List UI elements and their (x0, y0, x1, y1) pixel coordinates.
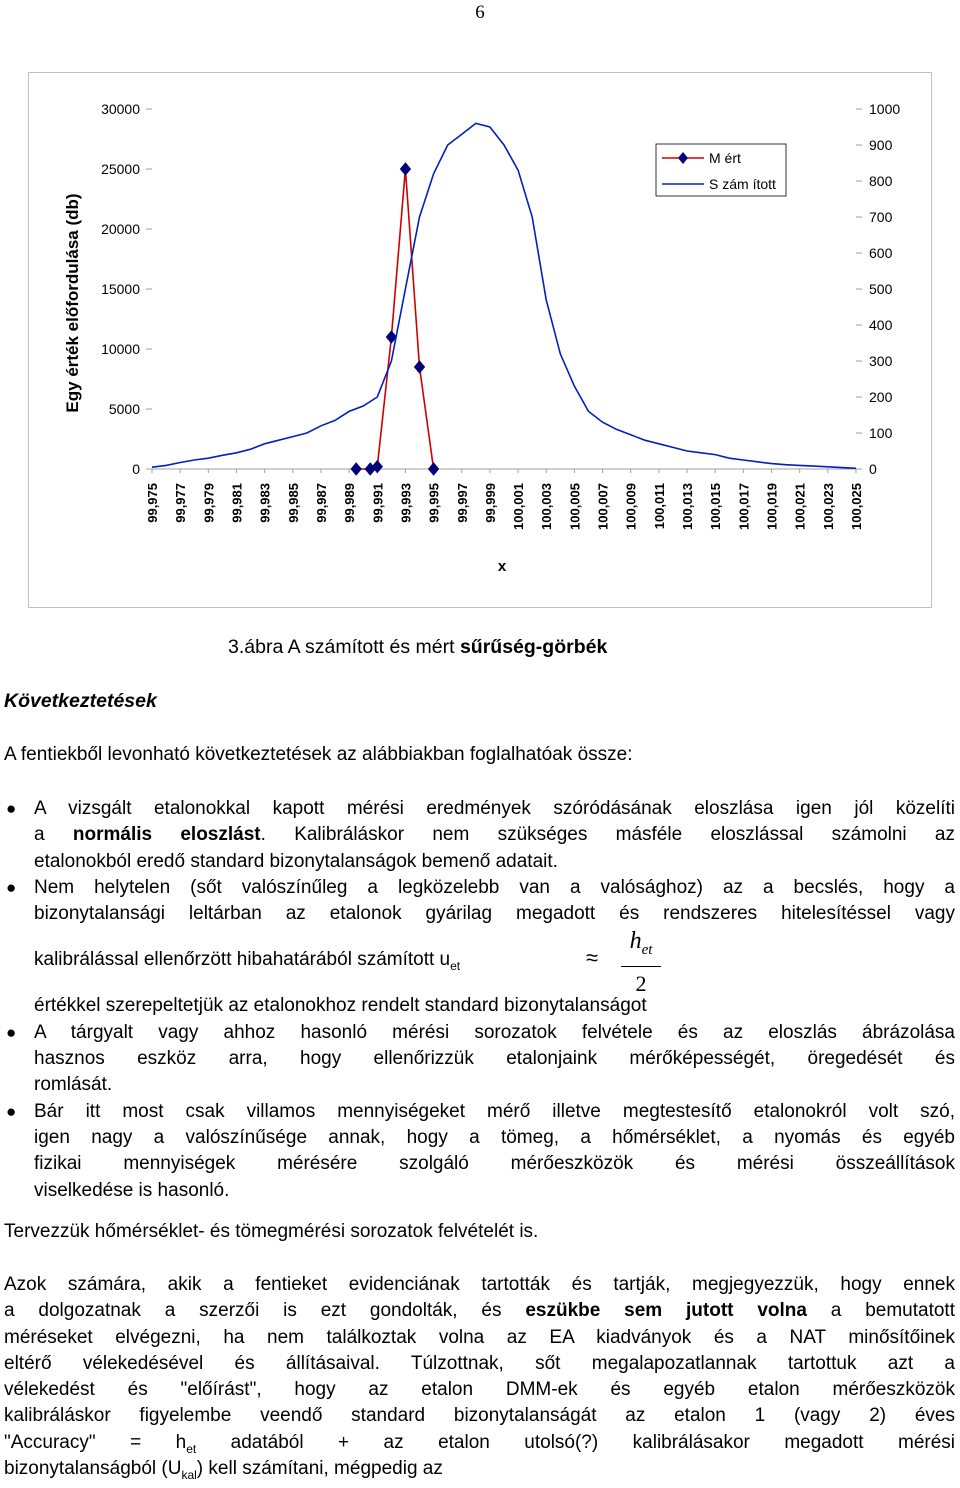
bullet3-line1: A tárgyalt vagy ahhoz hasonló mérési sorozatok felvétele és az eloszlás ábrázolása (34, 1021, 955, 1043)
x-tick-label: 100,025 (849, 483, 864, 530)
chart-frame (28, 72, 932, 608)
bullet1-bold: normális eloszlást (72, 824, 261, 846)
para2-h-subscript: et (186, 1441, 197, 1456)
para2-line5: vélekedést és "előírást", hogy az etalon DMM-ek és egyéb etalon mérőeszközök (4, 1379, 955, 1401)
fraction-denominator: 2 (635, 971, 647, 997)
para2-line3: méréseket elvégezni, ha nem találkoztak volna az EA kiadványok és a NAT minősítőinek (4, 1326, 955, 1348)
fraction-bar (621, 966, 661, 967)
figure-caption (228, 636, 607, 659)
bullet3-line3: romlását. (34, 1074, 113, 1096)
para2-u-subscript: kal (181, 1467, 197, 1482)
bullet2-line1: Nem helytelen (sőt valószínűleg a legközelebb van a valósághoz) az a becslés, hogy a (34, 876, 955, 898)
bullet1-line2-post: . Kalibráláskor nem szükséges másféle eloszlással számolni az (260, 824, 956, 846)
left-tick-label: 5000 (108, 401, 140, 417)
bullet-icon: ● (6, 1101, 17, 1121)
data-point-diamond (415, 361, 425, 373)
density-chart (29, 73, 933, 609)
x-tick-label: 99,985 (285, 483, 301, 523)
fraction-numerator (621, 927, 661, 964)
u-subscript: et (450, 959, 461, 974)
bullet4-line3: fizikai mennyiségek mérésére szolgáló mérőeszközök és mérési összeállítások (34, 1153, 955, 1175)
x-tick-label: 100,011 (651, 483, 667, 530)
y-axis-label: Egy érték előfordulása (db) (63, 193, 82, 413)
x-tick-label: 100,021 (792, 483, 808, 530)
x-tick-label: 99,993 (398, 483, 414, 523)
conclusion-list (4, 796, 955, 1204)
x-tick-label: 100,003 (539, 483, 555, 530)
x-tick-label: 100,015 (708, 483, 724, 530)
left-tick-label: 20000 (101, 221, 140, 237)
x-tick-label: 100,017 (736, 483, 752, 530)
right-tick-label: 200 (869, 389, 893, 405)
h-symbol: h (629, 928, 642, 955)
bullet4-line2: igen nagy a valószínűsége annak, hogy a tömeg, a hőmérséklet, a nyomás és egyéb (34, 1126, 955, 1148)
left-tick-label: 0 (132, 461, 140, 477)
bullet-icon: ● (6, 877, 17, 897)
formula-row (34, 927, 955, 997)
right-tick-label: 500 (869, 281, 893, 297)
x-tick-label: 100,023 (820, 483, 836, 530)
right-tick-label: 900 (869, 137, 893, 153)
x-tick-label: 99,995 (426, 483, 442, 523)
h-subscript: et (641, 942, 653, 959)
x-tick-label: 99,975 (145, 483, 160, 523)
para2-line6: kalibráláskor figyelembe veendő standard bizonytalanságát az etalon 1 (vagy 2) éves (4, 1405, 955, 1427)
bullet4-line1: Bár itt most csak villamos mennyiségeket mérő illetve megtestesítő etalonokról volt szó, (34, 1100, 955, 1122)
right-tick-label: 300 (869, 353, 893, 369)
intro-text: A fentiekből levonható következtetések az alábbiakban foglalhatóak össze: (4, 744, 633, 765)
list-item (4, 875, 955, 1020)
series-line (356, 169, 433, 469)
list-item (4, 796, 955, 875)
bullet-icon: ● (6, 799, 17, 818)
right-tick-label: 600 (869, 245, 893, 261)
data-point-diamond (400, 163, 410, 175)
x-tick-label: 100,001 (511, 483, 527, 530)
section-title: Következtetések (4, 690, 157, 712)
approx-symbol: ≈ (586, 945, 599, 971)
right-tick-label: 800 (869, 173, 893, 189)
legend-label: M ért (709, 150, 741, 166)
para2-line8 (4, 1456, 955, 1482)
data-point-diamond (429, 463, 439, 475)
formula-lead-text: kalibrálással ellenőrzött hibahatárából számított u (34, 949, 451, 971)
fraction (621, 927, 661, 999)
left-tick-label: 15000 (101, 281, 140, 297)
para2-line7-post: adatából + az etalon utolsó(?) kalibrálásakor megadott mérési (196, 1431, 955, 1453)
caption-bold: sűrűség-görbék (459, 636, 608, 658)
bullet2-line4: értékkel szerepeltetjük az etalonokhoz rendelt standard bizonytalanságot (34, 995, 647, 1017)
list-item (4, 1020, 955, 1099)
para2-line4: eltérő vélekedésével és állításaival. Túlzottnak, sőt megalapozatlannak tartottuk azt a (4, 1352, 955, 1374)
x-tick-label: 99,991 (370, 483, 386, 523)
para2-line2 (4, 1298, 955, 1324)
right-tick-label: 1000 (869, 101, 901, 117)
x-tick-label: 100,005 (567, 483, 583, 530)
x-tick-label: 99,981 (229, 483, 245, 523)
x-tick-label: 100,009 (623, 483, 639, 530)
after-bullets-text: Tervezzük hőmérséklet- és tömegmérési sorozatok felvételét is. (4, 1221, 539, 1242)
x-tick-label: 99,983 (257, 483, 273, 523)
x-tick-label: 100,013 (680, 483, 696, 530)
left-tick-label: 25000 (101, 161, 140, 177)
bullet2-line2: bizonytalansági leltárban az etalonok gyárilag megadott és rendszeres hitelesítéssel vagy (34, 903, 955, 925)
page-number: 6 (475, 2, 485, 23)
left-tick-label: 30000 (101, 101, 140, 117)
right-tick-label: 100 (869, 425, 893, 441)
list-item (4, 1099, 955, 1204)
bullet1-line2 (34, 822, 955, 848)
para2-line2-post: a bemutatott (806, 1300, 955, 1322)
bullet4-line4: viselkedése is hasonló. (34, 1179, 230, 1201)
x-axis-label: x (497, 558, 507, 575)
right-tick-label: 400 (869, 317, 893, 333)
x-tick-label: 99,997 (454, 483, 470, 523)
bullet1-line1: A vizsgált etalonokkal kapott mérési eredmények szóródásának eloszlása igen jól közelíti (34, 798, 955, 819)
para2-line2-pre: a dolgozatnak a szerzői is ezt gondolták, és (4, 1300, 526, 1322)
left-tick-label: 10000 (101, 341, 140, 357)
data-point-diamond (351, 463, 361, 475)
para2-line7-pre: "Accuracy" = h (4, 1431, 187, 1453)
x-tick-label: 100,019 (764, 483, 780, 530)
closing-paragraph (4, 1272, 955, 1482)
x-tick-label: 99,999 (482, 483, 498, 523)
x-tick-label: 99,989 (342, 483, 358, 523)
legend-label: S zám ított (709, 176, 776, 192)
x-tick-label: 99,987 (313, 483, 329, 523)
bullet1-line3: etalonokból eredő standard bizonytalanságok bemenő adatait. (34, 850, 558, 872)
x-tick-label: 100,007 (595, 483, 611, 530)
right-tick-label: 0 (869, 461, 877, 477)
bullet2-line3 (34, 947, 460, 979)
bullet-icon: ● (6, 1022, 17, 1042)
para2-line8-post: ) kell számítani, mégpedig az (196, 1458, 443, 1480)
para2-line7 (4, 1430, 955, 1456)
para2-bold: eszükbe sem jutott volna (525, 1300, 807, 1322)
x-tick-label: 99,979 (201, 483, 217, 523)
para2-line1: Azok számára, akik a fentieket evidenciának tartották és tartják, megjegyezzük, hogy ennek (4, 1274, 955, 1295)
caption-text: 3.ábra A számított és mért (228, 636, 460, 658)
x-tick-label: 99,977 (173, 483, 189, 523)
bullet1-line2-pre: a (34, 824, 73, 846)
para2-line8-pre: bizonytalanságból (U (4, 1458, 182, 1480)
bullet3-line2: hasznos eszköz arra, hogy ellenőrizzük etalonjaink mérőképességét, öregedését és (34, 1048, 955, 1070)
right-tick-label: 700 (869, 209, 893, 225)
